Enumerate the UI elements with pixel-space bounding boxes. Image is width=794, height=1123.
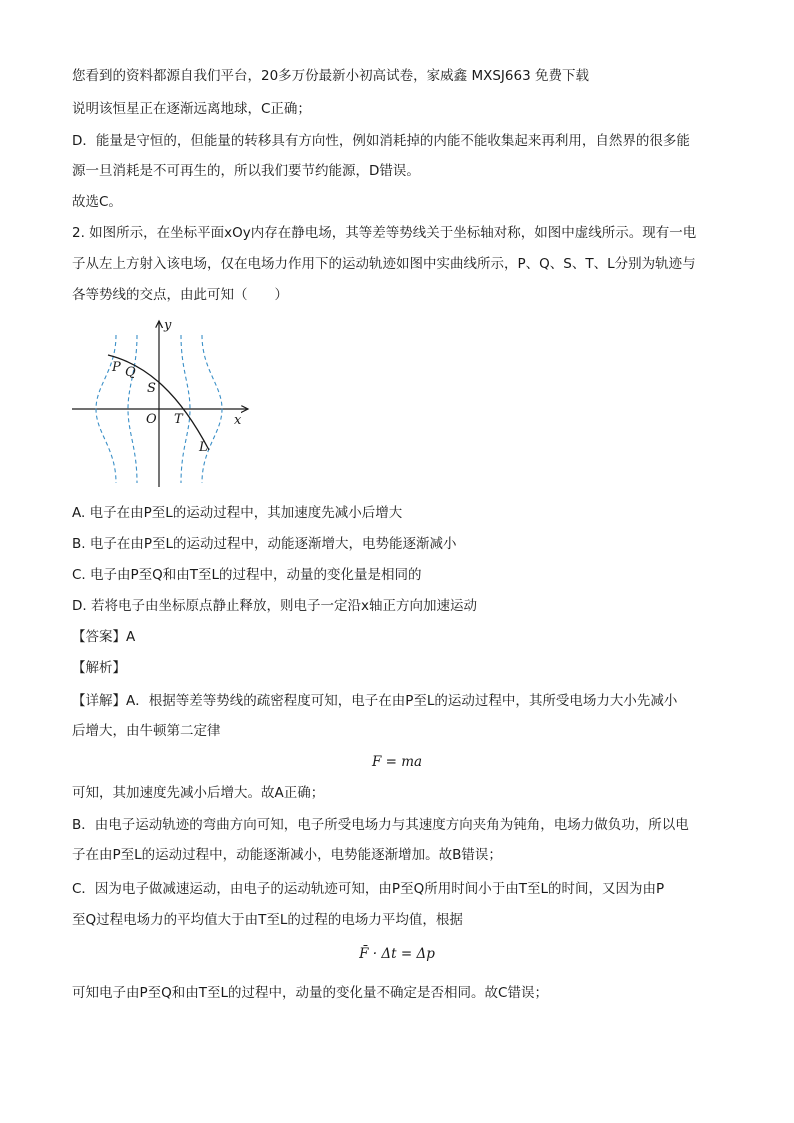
formula-impulse: F̄ · Δt = Δp bbox=[359, 946, 435, 962]
point-label-t: T bbox=[174, 412, 183, 427]
axis-label-x: x bbox=[234, 413, 242, 428]
analysis-label: 【解析】 bbox=[72, 660, 126, 676]
answer-row bbox=[72, 627, 722, 647]
detail-line: 【详解】A．根据等差等势线的疏密程度可知，电子在由P至L的运动过程中，其所受电场力大小先减小 bbox=[72, 693, 678, 709]
prev-solution-line: 说明该恒星正在逐渐远离地球，C正确； bbox=[72, 101, 311, 117]
detail-line: C．因为电子做减速运动，由电子的运动轨迹可知，由P至Q所用时间小于由T至L的时间，又因为由P bbox=[72, 881, 665, 897]
detail-line: 后增大，由牛顿第二定律 bbox=[72, 723, 221, 739]
prev-solution-line: 源一旦消耗是不可再生的，所以我们要节约能源，D错误。 bbox=[72, 163, 420, 179]
header-ad-line: 您看到的资料都源自我们平台，20多万份最新小初高试卷，家威鑫 MXSJ663 免费下载 bbox=[72, 68, 589, 84]
answer-label: 【答案】 bbox=[72, 629, 126, 645]
point-label-l: L bbox=[199, 440, 208, 455]
detail-line: B．由电子运动轨迹的弯曲方向可知，电子所受电场力与其速度方向夹角为钝角，电场力做负功，所以电 bbox=[72, 817, 689, 833]
detail-line: 可知电子由P至Q和由T至L的过程中，动量的变化量不确定是否相同。故C错误； bbox=[72, 985, 548, 1001]
prev-solution-line: D．能量是守恒的，但能量的转移具有方向性，例如消耗掉的内能不能收集起来再利用，自然界的很多能 bbox=[72, 133, 690, 149]
question-stem-line: 2. 如图所示，在坐标平面xOy内存在静电场，其等差等势线关于坐标轴对称，如图中虚线所示。现有一电 bbox=[72, 225, 697, 241]
option-b: B. 电子在由P至L的运动过程中，动能逐渐增大，电势能逐渐减小 bbox=[72, 536, 457, 552]
option-c: C. 电子由P至Q和由T至L的过程中，动量的变化量是相同的 bbox=[72, 567, 422, 583]
point-label-s: S bbox=[147, 381, 156, 396]
detail-line: 至Q过程电场力的平均值大于由T至L的过程的电场力平均值，根据 bbox=[72, 912, 463, 928]
option-d: D. 若将电子由坐标原点静止释放，则电子一定沿x轴正方向加速运动 bbox=[72, 598, 477, 614]
detail-line: 可知，其加速度先减小后增大。故A正确； bbox=[72, 785, 325, 801]
option-a: A. 电子在由P至L的运动过程中，其加速度先减小后增大 bbox=[72, 505, 403, 521]
prev-solution-line: 故选C。 bbox=[72, 194, 122, 210]
formula-newton: F = ma bbox=[371, 754, 423, 770]
point-label-p: P bbox=[112, 360, 121, 375]
question-stem-line: 各等势线的交点，由此可知（ ） bbox=[72, 287, 288, 303]
axis-label-y: y bbox=[164, 318, 172, 333]
equipotential-figure bbox=[68, 315, 258, 490]
origin-label: O bbox=[146, 412, 157, 427]
point-label-q: Q bbox=[125, 365, 136, 380]
question-stem-line: 子从左上方射入该电场，仅在电场力作用下的运动轨迹如图中实曲线所示，P、Q、S、T、L分别为轨迹与 bbox=[72, 256, 696, 272]
detail-line: 子在由P至L的运动过程中，动能逐渐减小，电势能逐渐增加。故B错误； bbox=[72, 847, 502, 863]
answer-value: A bbox=[126, 629, 136, 645]
